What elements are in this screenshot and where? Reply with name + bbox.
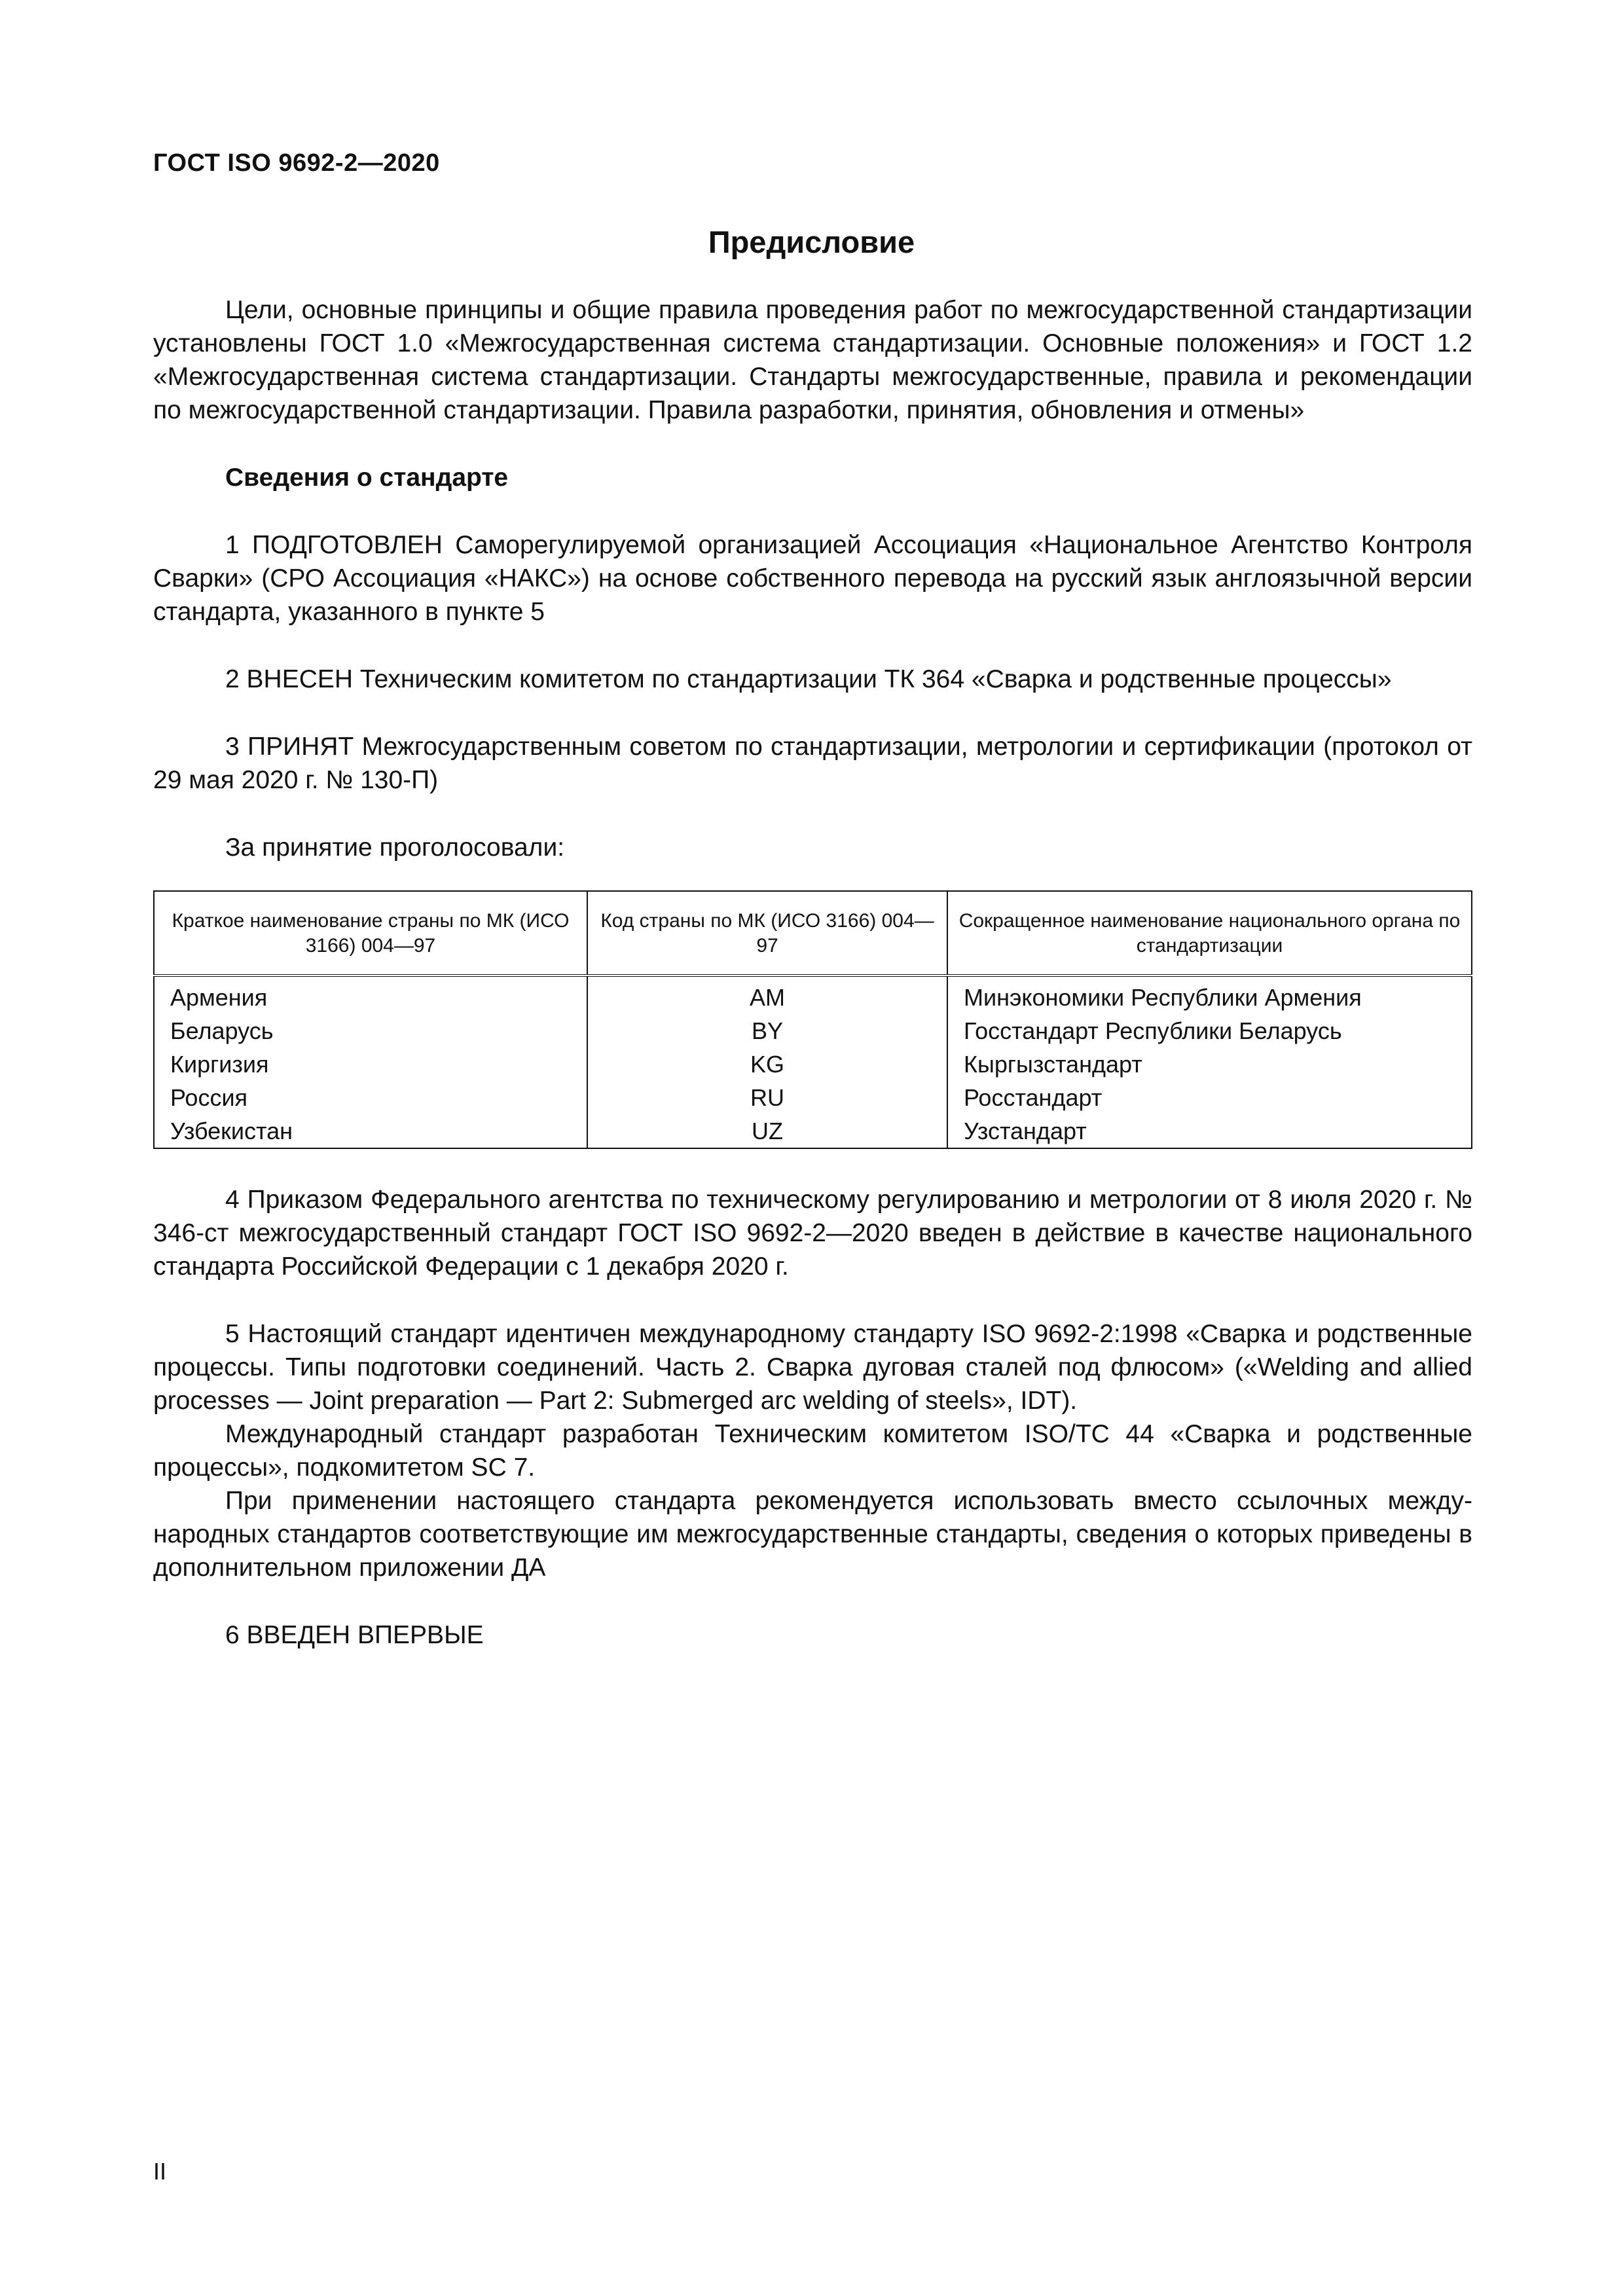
cell-country: Беларусь bbox=[154, 1014, 587, 1048]
header-country: Краткое наименование страны по МК (ИСО 3166) 004—97 bbox=[154, 891, 587, 975]
table-row bbox=[154, 1114, 1472, 1148]
item-2-paragraph: 2 ВНЕСЕН Техническим комитетом по стандартизации ТК 364 «Сварка и родственные процессы» bbox=[225, 665, 1392, 693]
cell-country: Киргизия bbox=[154, 1048, 587, 1081]
table-row bbox=[154, 1081, 1472, 1114]
cell-body: Госстандарт Республики Беларусь bbox=[947, 1014, 1472, 1048]
page-number: II bbox=[153, 2158, 167, 2185]
cell-country: Россия bbox=[154, 1081, 587, 1114]
item-1-paragraph: 1 ПОДГОТОВЛЕН Саморегулируемой организацией Ассоциация «Национальное Агентство Контроля Сварки» (СРО Ассоциация «НАКС») на основе собственного перевода на русский язык англоязычной версии стандарта, указанного в пункте 5 bbox=[153, 531, 1472, 626]
cell-code: RU bbox=[587, 1081, 947, 1114]
table-row bbox=[154, 975, 1472, 1014]
document-header: ГОСТ ISO 9692-2—2020 bbox=[153, 149, 440, 177]
document-body bbox=[153, 293, 1472, 1652]
table-row bbox=[154, 1014, 1472, 1048]
cell-code: UZ bbox=[587, 1114, 947, 1148]
section-subheading: Сведения о стандарте bbox=[225, 464, 509, 492]
page-title: Предисловие bbox=[708, 225, 915, 259]
cell-body: Узстандарт bbox=[947, 1114, 1472, 1148]
cell-body: Кыргызстандарт bbox=[947, 1048, 1472, 1081]
item-6-paragraph: 6 ВВЕДЕН ВПЕРВЫЕ bbox=[225, 1621, 484, 1649]
cell-code: BY bbox=[587, 1014, 947, 1048]
cell-country: Армения bbox=[154, 975, 587, 1014]
item-5-paragraph: 5 Настоящий стандарт идентичен международному стандарту ISO 9692-2:1998 «Сварка и родственные процессы. Типы подготовки соединений. Часть 2. Сварка дуговая сталей под флюсом» («Welding and allied processes — Joint preparation — Part 2: Submerged arc welding of steels», IDT). bbox=[153, 1320, 1472, 1415]
intro-paragraph: Цели, основные принципы и общие правила проведения работ по межгосударственной стандартизации установлены ГОСТ 1.0 «Межгосударственная система стандартизации. Основные положения» и ГОСТ 1.2 «Межгосударственная система стандартизации. Стандарты межгосударственные, правила и рекомендации по межгосударственной стандартизации. Правила разработки, принятия, обновления и отмены» bbox=[153, 296, 1472, 424]
cell-country: Узбекистан bbox=[154, 1114, 587, 1148]
item-3-paragraph: 3 ПРИНЯТ Межгосударственным советом по стандартизации, метрологии и сертификации (протокол от 29 мая 2020 г. № 130-П) bbox=[153, 733, 1472, 794]
cell-body: Минэкономики Республики Армения bbox=[947, 975, 1472, 1014]
header-body: Сокращенное наименование национального органа по стандартизации bbox=[947, 891, 1472, 975]
vote-intro: За принятие проголосовали: bbox=[225, 833, 565, 862]
voting-table bbox=[153, 890, 1472, 1149]
item-4-paragraph: 4 Приказом Федерального агентства по техническому регулированию и метрологии от 8 июля 2020 г. № 346-ст межгосударственный стандарт ГОСТ ISO 9692-2—2020 введен в действие в качестве национального стандарта Российской Федерации с 1 декабря 2020 г. bbox=[153, 1186, 1472, 1281]
cell-code: AM bbox=[587, 975, 947, 1014]
cell-code: KG bbox=[587, 1048, 947, 1081]
cell-body: Росстандарт bbox=[947, 1081, 1472, 1114]
header-code: Код страны по МК (ИСО 3166) 004—97 bbox=[587, 891, 947, 975]
item-5-paragraph-c: При применении настоящего стандарта рекомендуется использовать вместо ссылочных международных стандартов соответствующие им межгосударственные стандарты, сведения о которых приведены в дополнительном приложении ДА bbox=[153, 1487, 1472, 1582]
item-5-paragraph-b: Международный стандарт разработан Техническим комитетом ISO/TC 44 «Сварка и родственные процессы», подкомитетом SC 7. bbox=[153, 1420, 1472, 1482]
table-header-row bbox=[154, 891, 1472, 975]
table-row bbox=[154, 1048, 1472, 1081]
